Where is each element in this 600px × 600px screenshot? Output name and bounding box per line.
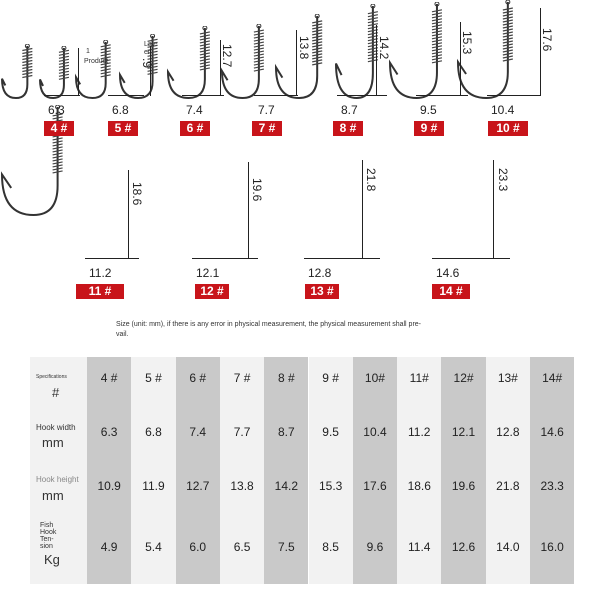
spec-cell: 10#: [364, 371, 385, 385]
hook-height-value: 17.6: [540, 28, 554, 52]
spec-cell: 4 #: [100, 371, 118, 385]
product-label: 1: [86, 48, 90, 55]
spec-column: [486, 357, 530, 584]
height-cell: 11.9: [142, 479, 165, 493]
hook-width-value: 11.2: [89, 266, 112, 280]
spec-unit: #: [52, 385, 60, 400]
hook-size-badge: 7 #: [252, 121, 282, 136]
spec-cell: 8 #: [277, 371, 295, 385]
width-dimension-line: [44, 95, 80, 96]
hook-height-value: 15.3: [460, 31, 474, 55]
width-cell: 6.8: [145, 425, 162, 439]
width-dimension-line: [254, 95, 298, 96]
spec-cell: 6 #: [189, 371, 207, 385]
width-dimension-line: [182, 95, 224, 96]
height-cell: 12.7: [186, 479, 210, 493]
width-dimension-line: [432, 258, 510, 259]
spec-cell: 11#: [409, 371, 429, 385]
width-dimension-line: [304, 258, 380, 259]
height-cell: 21.8: [496, 479, 520, 493]
fish-hook-icon: [74, 40, 118, 100]
measurement-note: Size (unit: mm), if there is any error in physical measurement, the physical measurement shall pre- vail.: [116, 321, 422, 338]
width-cell: 7.4: [189, 425, 207, 439]
width-dimension-line: [85, 258, 139, 259]
spec-column: [264, 357, 308, 584]
hook-width-value: 12.1: [196, 266, 220, 280]
spec-column: [441, 357, 485, 584]
width-cell: 10.4: [363, 425, 387, 439]
layer-label: Lay- er: [144, 41, 158, 56]
tension-cell: 4.9: [100, 540, 118, 554]
width-cell: 12.1: [451, 425, 476, 439]
hook-size-badge: 14 #: [432, 284, 470, 299]
height-dimension-line: [78, 48, 79, 96]
hook-height-value: 14.2: [377, 36, 391, 60]
hook-height-value: .9: [140, 58, 154, 69]
spec-column: [87, 357, 131, 584]
hook-width-value: 12.8: [308, 266, 332, 280]
height-cell: 23.3: [540, 479, 564, 493]
spec-column: [131, 357, 175, 584]
spec-cell: 12#: [453, 371, 474, 385]
height-dimension-line: [540, 8, 541, 96]
hook-width-value: 6.3: [48, 103, 65, 117]
spec-table: [30, 357, 570, 584]
width-cell: 12.8: [496, 425, 520, 439]
width-dimension-line: [416, 95, 468, 96]
height-cell: 14.2: [274, 479, 299, 493]
spec-cell: 14#: [542, 371, 563, 385]
hook-size-badge: 4 #: [44, 121, 74, 136]
spec-column: [353, 357, 397, 584]
hook-height-value: 23.3: [496, 168, 510, 192]
height-cell: 17.6: [363, 479, 387, 493]
width-cell: 6.3: [100, 425, 118, 439]
row-header-column: [30, 357, 87, 584]
tension-cell: 6.5: [233, 540, 251, 554]
tension-cell: 7.5: [277, 540, 295, 554]
hook-size-badge: 11 #: [76, 284, 124, 299]
hook-height-value: 18.6: [130, 182, 144, 206]
tension-cell: 11.4: [408, 540, 431, 554]
width-cell: 8.7: [277, 425, 295, 439]
spec-column: [220, 357, 264, 584]
spec-label: Specifications: [36, 374, 67, 380]
fish-hook-icon: [388, 2, 456, 100]
hook-height-unit: mm: [42, 488, 64, 503]
tension-label: Fish Hook Ten- sion: [40, 522, 57, 550]
product-label: Product: [84, 58, 109, 65]
hook-width-value: 10.4: [491, 103, 515, 117]
width-dimension-line: [192, 258, 258, 259]
width-cell: 9.5: [322, 425, 339, 439]
hook-width-value: 14.6: [436, 266, 460, 280]
hook-width-value: 8.7: [341, 103, 358, 117]
tension-unit: Kg: [44, 552, 60, 567]
tension-cell: 16.0: [540, 540, 564, 554]
hook-width-value: 6.8: [112, 103, 129, 117]
width-dimension-line: [487, 95, 541, 96]
hook-height-value: 12.7: [220, 44, 234, 68]
hook-size-badge: 12 #: [195, 284, 229, 299]
hook-width-value: 9.5: [420, 103, 437, 117]
tension-cell: 8.5: [322, 540, 339, 554]
spec-column: [309, 357, 353, 584]
height-dimension-line: [128, 170, 129, 258]
hook-height-label: Hook height: [36, 475, 79, 484]
height-cell: 19.6: [451, 479, 476, 493]
width-cell: 7.7: [233, 425, 251, 439]
spec-column: [530, 357, 574, 584]
fish-hook-icon: [0, 44, 38, 100]
width-cell: 14.6: [540, 425, 564, 439]
hook-size-badge: 5 #: [108, 121, 138, 136]
hook-size-badge: 10 #: [488, 121, 528, 136]
hook-height-value: 13.8: [297, 36, 311, 60]
width-dimension-line: [108, 95, 144, 96]
hook-size-badge: 6 #: [180, 121, 210, 136]
spec-cell: 7 #: [233, 371, 251, 385]
hook-size-badge: 9 #: [414, 121, 444, 136]
height-cell: 13.8: [230, 479, 254, 493]
tension-cell: 9.6: [366, 540, 384, 554]
tension-cell: 5.4: [145, 540, 162, 554]
height-dimension-line: [362, 160, 363, 258]
hook-size-badge: 8 #: [333, 121, 363, 136]
hook-width-unit: mm: [42, 435, 64, 450]
tension-cell: 6.0: [189, 540, 207, 554]
tension-cell: 14.0: [496, 540, 520, 554]
hook-size-badge: 13 #: [305, 284, 339, 299]
spec-cell: 9 #: [322, 371, 339, 385]
height-cell: 15.3: [318, 479, 343, 493]
width-dimension-line: [337, 95, 387, 96]
fish-hook-icon: [38, 46, 74, 100]
height-dimension-line: [493, 160, 494, 258]
spec-cell: 5 #: [145, 371, 162, 385]
width-cell: 11.2: [408, 425, 431, 439]
hook-height-value: 19.6: [250, 178, 264, 202]
fish-hook-icon: [166, 26, 220, 100]
hook-width-label: Hook width: [36, 423, 76, 432]
spec-cell: 13#: [497, 371, 518, 385]
spec-column: [397, 357, 441, 584]
hook-size-diagram: [0, 0, 600, 298]
spec-column: [176, 357, 220, 584]
hook-width-value: 7.7: [258, 103, 275, 117]
hook-width-value: 7.4: [186, 103, 203, 117]
height-dimension-line: [248, 162, 249, 258]
hook-height-value: 21.8: [364, 168, 378, 192]
height-cell: 10.9: [97, 479, 121, 493]
tension-cell: 12.6: [451, 540, 476, 554]
height-cell: 18.6: [407, 479, 431, 493]
